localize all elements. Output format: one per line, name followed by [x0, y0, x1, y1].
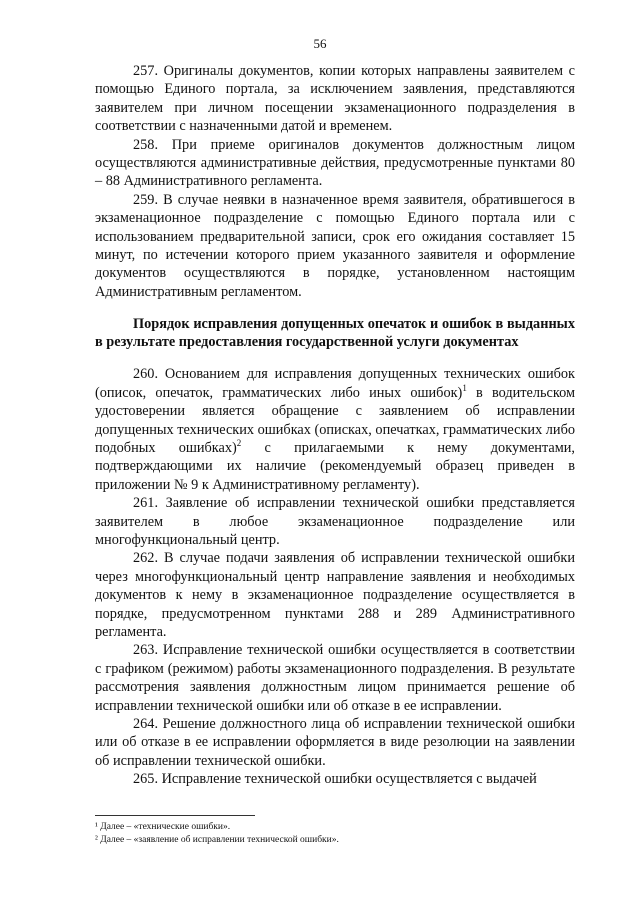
paragraph-264: 264. Решение должностного лица об исправлении технической ошибки или об отказе в ее исправлении оформляется в виде резолюции на заявлении об исправлении технической ошибки. — [95, 716, 575, 769]
page-body — [95, 62, 575, 789]
footnote-1: ¹ Далее – «технические ошибки». — [95, 822, 231, 832]
paragraph-259: 259. В случае неявки в назначенное время заявителя, обратившегося в экзаменационное подразделение с помощью Единого портала или с использованием предварительной записи, срок его ожидания составляет 15 минут, по истечении которого прием указанного заявителя и оформление документов осуществляются в порядке, установленном настоящим Административным регламентом. — [95, 191, 575, 300]
paragraph-258: 258. При приеме оригиналов документов должностным лицом осуществляются административные действия, предусмотренные пунктами 80 – 88 Административного регламента. — [95, 136, 575, 190]
footnote-divider — [95, 815, 255, 816]
section-heading: Порядок исправления допущенных опечаток и ошибок в выданных в результате предоставления государственной услуги документах — [95, 316, 575, 351]
page-number: 56 — [313, 36, 327, 51]
paragraph-262: 262. В случае подачи заявления об исправлении технической ошибки через многофункциональный центр направление заявления и необходимых документов к нему в экзаменационное подразделение осуществляется в порядке, предусмотренном пунктами 288 и 289 Административного регламента. — [95, 550, 575, 640]
paragraph-261: 261. Заявление об исправлении технической ошибки представляется заявителем в любое экзаменационное подразделение или многофункциональный центр. — [95, 495, 575, 548]
paragraph-260-part3: с прилагаемыми к нему документами, подтверждающими их наличие (рекомендуемый образец приведен в приложении № 9 к Административному регламенту). — [95, 439, 575, 493]
footnote-ref-2: 2 — [236, 438, 242, 449]
footnote-ref-1: 1 — [462, 382, 467, 393]
paragraph-257: 257. Оригиналы документов, копии которых направлены заявителем с помощью Единого портала, за исключением заявления, представляются заявителем при личном посещении экзаменационного подразделения в соответствии с назначенными датой и временем. — [95, 63, 575, 135]
paragraph-260 — [95, 365, 575, 494]
paragraph-265: 265. Исправление технической ошибки осуществляется с выдачей — [133, 771, 537, 788]
paragraph-260-part2: в водительском удостоверении является обращение с заявлением об исправлении допущенных технических ошибках (описках, опечатках, грамматических либо подобных ошибках) — [95, 384, 576, 456]
paragraph-260-part1: 260. Основанием для исправления допущенных технических ошибок (описок, опечаток, грамматических либо иных ошибок) — [95, 366, 575, 401]
paragraph-263: 263. Исправление технической ошибки осуществляется в соответствии с графиком (режимом) работы экзаменационного подразделения. В результате рассмотрения заявления должностным лицом принимается решение об исправлении технической ошибки или об отказе в ее исправлении. — [95, 642, 575, 714]
footnote-2: ² Далее – «заявление об исправлении технической ошибки». — [95, 835, 339, 845]
footnotes — [95, 815, 575, 847]
